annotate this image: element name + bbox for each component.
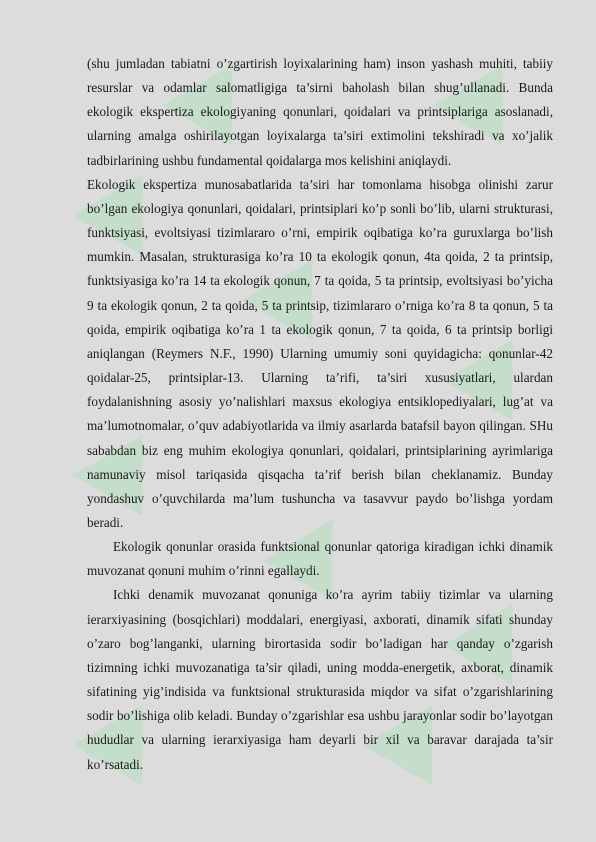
paragraph-4: Ichki denamik muvozanat qonuniga ko’ra ayrim tabiiy tizimlar va ularning ierarxiyasining (bosqichlari) moddalari, energiyasi, axborati, dinamik sifati shunday o’zaro bog’langanki, ularning birortasida sodir bo’ladigan har qanday o’zgarish tizimning ichki muvozanatiga ta’sir qiladi, uning modda-energetik, axborat, dinamik sifatining yig’indisida va funktsional strukturasida miqdor va sifat o’zgarishlarining sodir bo’lishiga olib keladi. Bunday o’zgarishlar esa ushbu jarayonlar sodir bo’layotgan hududlar va ularning ierarxiyasiga ham deyarli bir xil va baravar darajada ta’sir ko’rsatadi. (87, 587, 553, 772)
paragraph-3: Ekologik qonunlar orasida funktsional qonunlar qatoriga kiradigan ichki dinamik muvozanat qonuni muhim o’rinni egallaydi. (87, 539, 553, 579)
paragraph-1: (shu jumladan tabiatni o’zgartirish loyixalarining ham) inson yashash muhiti, tabiiy resurslar va odamlar salomatligiga ta’sirni baholash bilan shug’ullanadi. Bunda ekologik ekspertiza ekologiyaning qonunlari, qoidalari va printsiplariga asoslanadi, ularning amalga oshirilayotgan loyixalarga ta’siri extimolini tekshiradi va xo’jalik tadbirlarining ushbu fundamental qoidalarga mos kelishini aniqlaydi. (87, 56, 553, 168)
body-text (87, 52, 553, 777)
paragraph-2: Ekologik ekspertiza munosabatlarida ta’siri har tomonlama hisobga olinishi zarur bo’lgan ekologiya qonunlari, qoidalari, printsiplari ko’p sonli bo’lib, ularni strukturasi, funktsiyasi, evoltsiyasi tizimlararo o’rni, empirik oqibatiga ko’ra guruxlarga bo’lish mumkin. Masalan, strukturasiga ko’ra 10 ta ekologik qonun, 4ta qoida, 2 ta printsip, funktsiyasiga ko’ra 14 ta ekologik qonun, 7 ta qoida, 5 ta printsip, evoltsiyasi bo’yicha 9 ta ekologik qonun, 2 ta qoida, 5 ta printsip, tizimlararo o’rniga ko’ra 8 ta qonun, 5 ta qoida, empirik oqibatiga ko’ra 1 ta ekologik qonun, 7 ta qoida, 6 ta printsip borligi aniqlangan (Reymers N.F., 1990) Ularning umumiy soni quyidagicha: qonunlar-42 qoidalar-25, printsiplar-13. Ularning ta’rifi, ta’siri xususiyatlari, ulardan foydalanishning asosiy yo’nalishlari maxsus ekologiya entsiklopediyalari, lug’at va ma’lumotnomalar, o’quv adabiyotlarida va ilmiy asarlarda batafsil bayon qilingan. SHu sababdan biz eng muhim ekologiya qonunlari, qoidalari, printsiplarining ayrimlariga namunaviy misol tariqasida qisqacha ta’rif berish bilan cheklanamiz. Bunday yondashuv o’quvchilarda ma’lum tushuncha va tasavvur paydo bo’lishga yordam beradi. (87, 176, 553, 530)
